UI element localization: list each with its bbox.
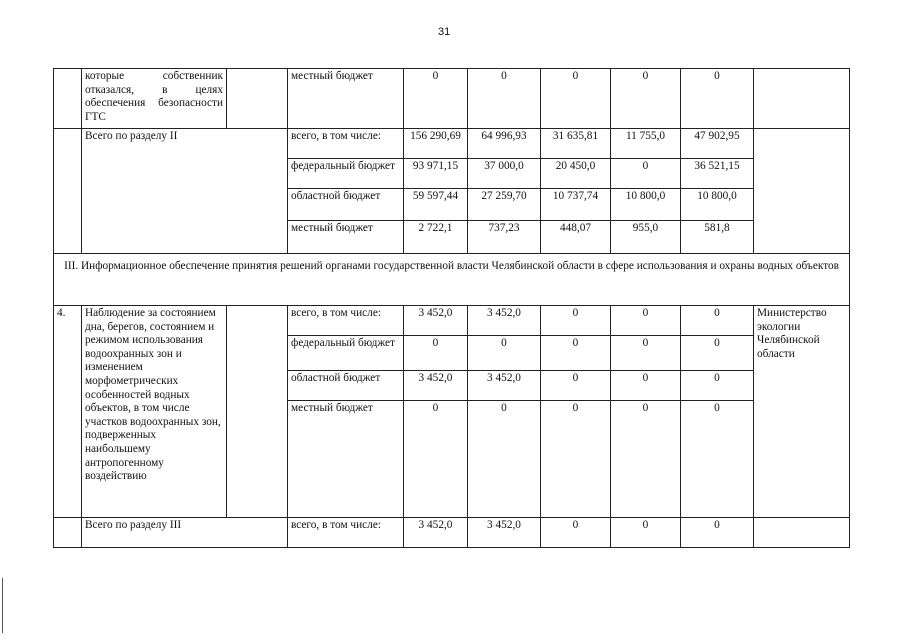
value-cell: 3 452,0 xyxy=(404,518,468,548)
table-row xyxy=(54,129,850,159)
value-cell: 737,23 xyxy=(468,221,541,254)
value-cell: 0 xyxy=(468,336,541,371)
section-header: III. Информационное обеспечение принятия решений органами государственной власти Челябинской области в сфере использования и охраны водных объектов xyxy=(54,254,850,306)
number-cell: 4. xyxy=(54,306,82,518)
executor-cell xyxy=(754,518,850,548)
value-cell: 0 xyxy=(611,518,681,548)
value-cell: 0 xyxy=(541,336,611,371)
section-total-label: Всего по разделу II xyxy=(82,129,288,254)
value-cell: 3 452,0 xyxy=(404,306,468,336)
value-cell: 3 452,0 xyxy=(404,371,468,401)
source-cell: местный бюджет xyxy=(288,69,404,129)
empty-cell xyxy=(227,69,288,129)
empty-cell xyxy=(227,306,288,518)
value-cell: 3 452,0 xyxy=(468,518,541,548)
value-cell: 0 xyxy=(468,401,541,518)
executor-cell xyxy=(754,69,850,129)
value-cell: 59 597,44 xyxy=(404,189,468,221)
table-row xyxy=(54,254,850,306)
value-cell: 37 000,0 xyxy=(468,159,541,189)
value-cell: 0 xyxy=(611,69,681,129)
source-cell: всего, в том числе: xyxy=(288,518,404,548)
source-cell: местный бюджет xyxy=(288,221,404,254)
page-number: 31 xyxy=(438,26,451,38)
value-cell: 11 755,0 xyxy=(611,129,681,159)
value-cell: 0 xyxy=(681,371,754,401)
value-cell: 0 xyxy=(681,401,754,518)
value-cell: 0 xyxy=(468,69,541,129)
value-cell: 0 xyxy=(541,518,611,548)
value-cell: 0 xyxy=(541,371,611,401)
budget-table xyxy=(53,68,850,548)
value-cell: 0 xyxy=(541,69,611,129)
value-cell: 0 xyxy=(681,306,754,336)
value-cell: 0 xyxy=(681,518,754,548)
source-cell: федеральный бюджет xyxy=(288,159,404,189)
value-cell: 0 xyxy=(611,401,681,518)
table-row xyxy=(54,69,850,129)
table-row xyxy=(54,518,850,548)
description-cell: которые собственник отказался, в целях обеспечения безопасности ГТС xyxy=(82,69,227,129)
value-cell: 3 452,0 xyxy=(468,371,541,401)
value-cell: 10 737,74 xyxy=(541,189,611,221)
value-cell: 448,07 xyxy=(541,221,611,254)
value-cell: 0 xyxy=(681,69,754,129)
value-cell: 2 722,1 xyxy=(404,221,468,254)
source-cell: местный бюджет xyxy=(288,401,404,518)
source-cell: всего, в том числе: xyxy=(288,129,404,159)
table-row xyxy=(54,306,850,336)
description-cell: Наблюдение за состоянием дна, берегов, состоянием и режимом использования водоохранных зон и изменением морфометрических особенностей водных объектов, в том числе участков водоохранных зон, подверженных наибольшему антропогенному воздействию xyxy=(82,306,227,518)
number-cell xyxy=(54,69,82,129)
value-cell: 64 996,93 xyxy=(468,129,541,159)
value-cell: 955,0 xyxy=(611,221,681,254)
value-cell: 0 xyxy=(611,336,681,371)
executor-cell xyxy=(754,129,850,254)
value-cell: 47 902,95 xyxy=(681,129,754,159)
source-cell: федеральный бюджет xyxy=(288,336,404,371)
value-cell: 0 xyxy=(611,306,681,336)
executor-cell: Министерство экологии Челябинской области xyxy=(754,306,850,518)
value-cell: 0 xyxy=(404,336,468,371)
value-cell: 0 xyxy=(541,401,611,518)
value-cell: 27 259,70 xyxy=(468,189,541,221)
section-total-label: Всего по разделу III xyxy=(82,518,288,548)
value-cell: 0 xyxy=(611,371,681,401)
number-cell xyxy=(54,129,82,254)
value-cell: 93 971,15 xyxy=(404,159,468,189)
scan-edge-mark xyxy=(2,578,3,633)
source-cell: областной бюджет xyxy=(288,189,404,221)
number-cell xyxy=(54,518,82,548)
value-cell: 31 635,81 xyxy=(541,129,611,159)
value-cell: 10 800,0 xyxy=(681,189,754,221)
source-cell: всего, в том числе: xyxy=(288,306,404,336)
value-cell: 20 450,0 xyxy=(541,159,611,189)
source-cell: областной бюджет xyxy=(288,371,404,401)
value-cell: 0 xyxy=(541,306,611,336)
value-cell: 581,8 xyxy=(681,221,754,254)
value-cell: 0 xyxy=(611,159,681,189)
value-cell: 36 521,15 xyxy=(681,159,754,189)
value-cell: 3 452,0 xyxy=(468,306,541,336)
value-cell: 0 xyxy=(404,69,468,129)
value-cell: 0 xyxy=(681,336,754,371)
value-cell: 156 290,69 xyxy=(404,129,468,159)
value-cell: 0 xyxy=(404,401,468,518)
value-cell: 10 800,0 xyxy=(611,189,681,221)
